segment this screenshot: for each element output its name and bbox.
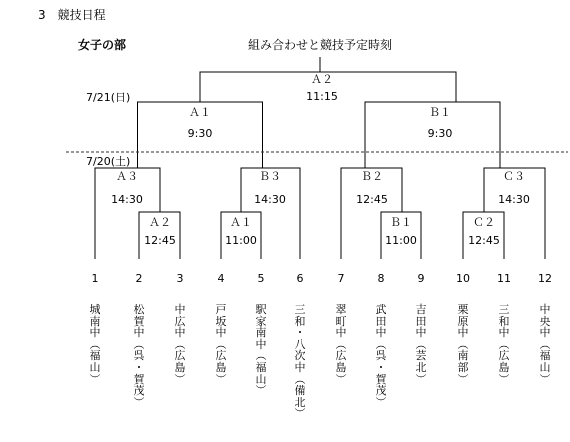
match-qf1-label: Ａ３ [116,170,138,183]
team-name: 松 賀 中 ︵ 呉 ・ 賀 茂 ︶ [133,303,145,409]
match-r1-1-label: Ａ２ [149,216,171,229]
match-semi-left-label: Ａ１ [189,106,211,119]
team-number: 8 [377,272,385,285]
match-final-label: Ａ２ [311,73,333,86]
match-qf2-label: Ｂ３ [259,170,281,183]
date-day1: 7/20(土) [86,155,131,168]
team-number: 12 [538,272,552,285]
match-qf1-time: 14:30 [111,193,143,206]
team-number: 5 [257,272,265,285]
match-qf4-time: 14:30 [498,193,530,206]
team-number: 10 [456,272,470,285]
team-name: 三 和 ・ 八 次 中 ︵ 備 北 ︶ [294,303,306,421]
match-qf3-time: 12:45 [356,193,388,206]
match-final-time: 11:15 [306,90,338,103]
team-name: 武 田 中 ︵ 呉 ・ 賀 茂 ︶ [375,303,387,409]
match-r1-2-label: Ａ１ [230,216,252,229]
match-r1-2-time: 11:00 [225,234,257,247]
team-name: 三 和 中 ︵ 広 島 ︶ [498,303,510,386]
match-r1-4-label: Ｃ２ [473,216,495,229]
match-semi-left-time: 9:30 [187,127,213,140]
team-number: 9 [417,272,425,285]
team-name: 栗 原 中 ︵ 南 部 ︶ [457,303,469,386]
team-name: 駅 家 南 中 ︵ 福 山 ︶ [255,303,267,398]
team-number: 11 [497,272,511,285]
match-r1-4-time: 12:45 [468,234,500,247]
team-name: 中 広 中 ︵ 広 島 ︶ [174,303,186,386]
team-number: 4 [217,272,225,285]
match-r1-1-time: 12:45 [144,234,176,247]
team-name: 戸 坂 中 ︵ 広 島 ︶ [215,303,227,386]
team-name: 中 央 中 ︵ 福 山 ︶ [539,303,551,386]
team-number: 6 [296,272,304,285]
match-semi-right-time: 9:30 [427,127,453,140]
match-qf4-label: Ｃ３ [503,170,525,183]
team-number: 7 [337,272,345,285]
team-name: 吉 田 中 ︵ 芸 北 ︶ [415,303,427,386]
division-label: 女子の部 [78,38,127,52]
team-number: 1 [91,272,99,285]
match-r1-3-time: 11:00 [385,234,417,247]
match-qf2-time: 14:30 [254,193,286,206]
date-day2: 7/21(日) [86,91,131,104]
match-semi-right-label: Ｂ１ [429,106,451,119]
schedule-title: 組み合わせと競技予定時刻 [247,38,393,52]
team-number: 3 [176,272,184,285]
team-number: 2 [135,272,143,285]
team-name: 城 南 中 ︵ 福 山 ︶ [89,303,101,386]
match-qf3-label: Ｂ２ [361,170,383,183]
team-name: 翠 町 中 ︵ 広 島 ︶ [335,303,347,386]
match-r1-3-label: Ｂ１ [390,216,412,229]
section-title: 3 競技日程 [38,8,106,22]
